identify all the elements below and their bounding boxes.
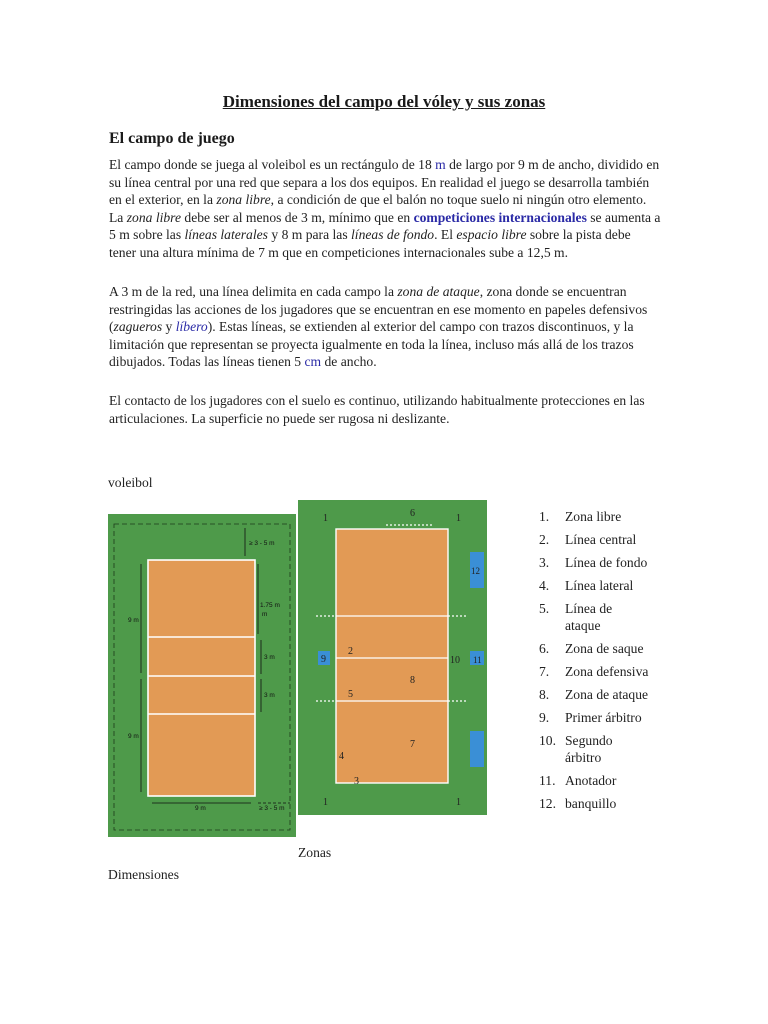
label-half-bottom: 9 m [128, 733, 139, 740]
label-court-width: 9 m [195, 805, 206, 812]
zone-label-attack-line: 5 [348, 689, 353, 700]
list-number: 1. [539, 509, 550, 524]
list-number: 8. [539, 686, 550, 702]
list-item [539, 577, 651, 594]
list-label: banquillo [565, 795, 617, 811]
italic-term: zagueros [113, 319, 163, 335]
section-heading: El campo de juego [109, 130, 235, 147]
zone-label-central-line: 2 [348, 646, 353, 657]
italic-term: líneas laterales [184, 227, 268, 243]
text-run: . El [434, 227, 457, 243]
list-item [539, 772, 651, 789]
list-number: 9. [539, 709, 550, 725]
zone-label-defensive-zone: 7 [410, 739, 415, 750]
list-item [539, 508, 651, 525]
list-label: Zona de ataque [565, 686, 649, 702]
paragraph-court-intro [109, 156, 661, 262]
text-run: ). Estas líneas, se extienden al exterior del campo con trazos discontinuos, y la limitación que representan se proyecta igualmente en toda la línea, incluso más allá de los trazos dibujados. Todas las líneas tienen 5 [109, 319, 634, 370]
list-label: Segundo árbitro [565, 732, 613, 765]
list-item [539, 663, 651, 680]
link-metro[interactable]: m [435, 157, 446, 172]
label-half-top: 9 m [128, 617, 139, 624]
court-dimensions-diagram [108, 514, 296, 837]
list-item [539, 686, 651, 703]
list-label: Línea lateral [565, 577, 634, 593]
text-run: A 3 m de la red, una línea delimita en cada campo la [109, 284, 398, 299]
playing-court [148, 560, 255, 796]
italic-term: espacio libre [456, 227, 527, 243]
document-title: Dimensiones del campo del vóley y sus zonas [222, 92, 546, 111]
zones-legend-list [539, 508, 651, 818]
italic-term: zona libre [216, 192, 271, 208]
list-label: Línea de fondo [565, 554, 648, 570]
list-item [539, 554, 651, 571]
zone-label-side-line: 4 [339, 751, 344, 762]
list-label: Línea de ataque [565, 600, 613, 634]
zone-label-end-line: 3 [354, 776, 359, 787]
italic-term: líneas de fondo [351, 227, 435, 243]
zone-label-second-referee: 10 [450, 655, 460, 666]
label-attack-top: 3 m [264, 654, 275, 661]
list-label: Línea central [565, 531, 637, 547]
list-item [539, 640, 651, 657]
label-attack-line-width: 1.75 m [260, 602, 280, 609]
text-run: de ancho. [321, 354, 377, 370]
text-run: de largo por 9 m de ancho, dividido en su línea central por una red que separa a los dos equipos. En realidad el juego se desarrolla también en el exterior, en la [109, 157, 660, 208]
list-item [539, 709, 651, 726]
zone-label-serve: 6 [410, 508, 415, 519]
list-number: 2. [539, 531, 550, 547]
link-centimetro[interactable]: cm [304, 354, 322, 370]
zone-label-corner-bl: 1 [323, 797, 328, 808]
text-run: El campo donde se juega al voleibol es un rectángulo de 18 [109, 157, 436, 172]
list-label: Zona de saque [565, 640, 644, 656]
italic-term: zona de ataque [397, 284, 480, 299]
zone-label-corner-br: 1 [456, 797, 461, 808]
italic-term: zona libre [126, 209, 181, 225]
caption-voleibol: voleibol [108, 475, 153, 490]
label-free-zone-bottom: ≥ 3 - 5 m [259, 805, 285, 812]
label-attack-bottom: 3 m [264, 692, 275, 699]
list-label: Anotador [565, 772, 617, 788]
list-label: Primer árbitro [565, 709, 642, 725]
label-attack-line-width-unit: m [262, 611, 268, 618]
caption-dimensiones: Dimensiones [108, 867, 179, 882]
list-label: Zona libre [565, 509, 622, 524]
label-free-zone-top: ≥ 3 - 5 m [249, 540, 275, 547]
text-run: y 8 m para las [267, 227, 352, 243]
list-item [539, 600, 651, 635]
list-number: 4. [539, 577, 550, 593]
zone-label-first-referee: 9 [321, 654, 326, 665]
text-run: se aumenta a 5 m sobre las [109, 209, 661, 243]
link-competiciones-internacionales[interactable]: competiciones internacionales [413, 209, 587, 225]
text-run: , zona donde se encuentran restringidas las acciones de los jugadores que se encuentran en ese momento en papeles defensivos ( [109, 284, 648, 335]
link-libero[interactable]: líbero [175, 319, 208, 335]
list-number: 3. [539, 554, 550, 570]
zone-label-scorer: 11 [473, 655, 482, 665]
list-number: 7. [539, 663, 550, 679]
list-label: Zona defensiva [565, 663, 649, 679]
zone-label-corner-tl: 1 [323, 513, 328, 524]
zone-label-bench: 12 [471, 566, 480, 576]
court-zones-diagram [298, 500, 487, 815]
list-number: 10. [539, 732, 556, 748]
list-number: 6. [539, 640, 550, 656]
zone-label-attack-zone: 8 [410, 675, 415, 686]
list-item [539, 795, 651, 812]
text-run: sobre la pista debe tener una altura mínima de 7 m que en competiciones internacionales sube a 12,5 m. [109, 227, 631, 260]
caption-zonas: Zonas [298, 845, 332, 860]
list-number: 5. [539, 600, 550, 616]
bench-bottom [470, 731, 484, 767]
paragraph-attack-lines [109, 283, 661, 371]
list-item [539, 531, 651, 548]
text-run: y [162, 319, 176, 335]
text-run: debe ser al menos de 3 m, mínimo que en [181, 209, 414, 225]
text-run: , a condición de que el balón no toque suelo ni ningún otro elemento. La [109, 192, 647, 225]
list-number: 11. [539, 772, 556, 788]
list-number: 12. [539, 795, 556, 811]
zone-label-corner-tr: 1 [456, 513, 461, 524]
list-item [539, 732, 651, 767]
paragraph-surface: El contacto de los jugadores con el suelo es continuo, utilizando habitualmente protecciones en las articulaciones. La superficie no puede ser rugosa ni deslizante. [109, 393, 645, 426]
